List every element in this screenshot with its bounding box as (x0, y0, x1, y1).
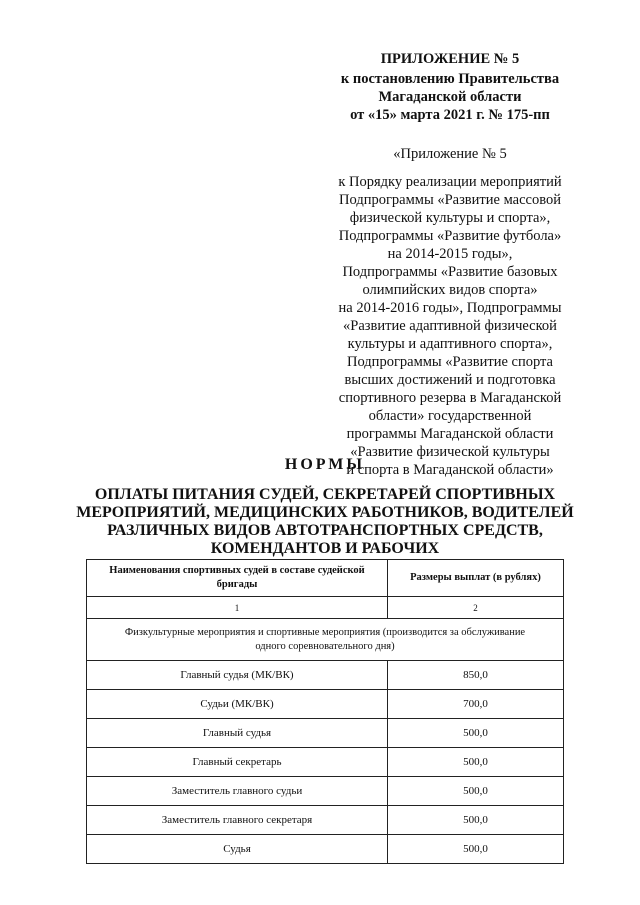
payment-amount: 700,0 (388, 690, 564, 719)
reference-line: на 2014-2016 годы», Подпрограммы (338, 300, 562, 316)
table-header-row (87, 560, 564, 597)
table-row (87, 777, 564, 806)
reference-line: высших достижений и подготовка (344, 372, 556, 388)
table-row (87, 806, 564, 835)
reference-line: и спорта в Магаданской области» (346, 462, 554, 478)
reference-line: области» государственной (368, 408, 532, 424)
judge-role: Судья (87, 835, 388, 864)
reference-line: Подпрограммы «Развитие массовой (339, 192, 561, 208)
reference-line: «Развитие физической культуры (350, 444, 550, 460)
section-heading-line-2: одного соревновательного дня) (255, 640, 395, 652)
document-title (40, 456, 610, 558)
appendix-line-2: к постановлению Правительства (340, 71, 560, 87)
column-number-1: 1 (87, 597, 388, 619)
appendix-line-3: Магаданской области (378, 89, 522, 105)
payment-amount: 850,0 (388, 661, 564, 690)
header-payment-amounts: Размеры выплат (в рублях) (388, 560, 564, 597)
judge-role: Заместитель главного судьи (87, 777, 388, 806)
reference-line: физической культуры и спорта», (349, 210, 551, 226)
table-row (87, 690, 564, 719)
table-row (87, 748, 564, 777)
table-row (87, 661, 564, 690)
reference-line: Подпрограммы «Развитие футбола» (338, 228, 562, 244)
reference-line: культуры и адаптивного спорта», (347, 336, 553, 352)
section-heading-line-1: Физкультурные мероприятия и спортивные мероприятия (производится за обслуживание (124, 626, 526, 638)
reference-line (300, 163, 600, 173)
norms-table (86, 559, 564, 864)
reference-line: Подпрограммы «Развитие спорта (347, 354, 553, 370)
title-line-4: РАЗЛИЧНЫХ ВИДОВ АВТОТРАНСПОРТНЫХ СРЕДСТВ, (107, 522, 543, 539)
title-line-2: ОПЛАТЫ ПИТАНИЯ СУДЕЙ, СЕКРЕТАРЕЙ СПОРТИВНЫХ (94, 486, 556, 503)
reference-line: Подпрограммы «Развитие базовых (342, 264, 558, 280)
reference-line: спортивного резерва в Магаданской (338, 390, 562, 406)
table-row (87, 835, 564, 864)
judge-role: Главный судья (МК/ВК) (87, 661, 388, 690)
judge-role: Главный секретарь (87, 748, 388, 777)
reference-line: «Приложение № 5 (393, 146, 507, 162)
payment-amount: 500,0 (388, 777, 564, 806)
section-row (87, 619, 564, 661)
payment-amount: 500,0 (388, 835, 564, 864)
judge-role: Судьи (МК/ВК) (87, 690, 388, 719)
title-line-3: МЕРОПРИЯТИЙ, МЕДИЦИНСКИХ РАБОТНИКОВ, ВОДИТЕЛЕЙ (76, 504, 574, 521)
reference-line: «Развитие адаптивной физической (343, 318, 557, 334)
payment-amount: 500,0 (388, 719, 564, 748)
judge-role: Главный судья (87, 719, 388, 748)
header-judge-names: Наименования спортивных судей в составе судейской бригады (87, 560, 388, 597)
reference-line: на 2014-2015 годы», (387, 246, 513, 262)
judge-role: Заместитель главного секретаря (87, 806, 388, 835)
column-number-2: 2 (388, 597, 564, 619)
reference-block (300, 145, 600, 479)
payment-amount: 500,0 (388, 806, 564, 835)
appendix-date-number: от «15» марта 2021 г. № 175-пп (350, 107, 550, 123)
payment-amount: 500,0 (388, 748, 564, 777)
appendix-header (300, 50, 600, 124)
reference-line: программы Магаданской области (346, 426, 554, 442)
reference-line: олимпийских видов спорта» (362, 282, 538, 298)
title-line-5: КОМЕНДАНТОВ И РАБОЧИХ (210, 540, 440, 557)
appendix-title: ПРИЛОЖЕНИЕ № 5 (380, 51, 520, 67)
table-row (87, 719, 564, 748)
section-heading (87, 619, 564, 661)
reference-line: к Порядку реализации мероприятий (338, 174, 562, 190)
title-norms: НОРМЫ (284, 456, 366, 473)
column-number-row (87, 597, 564, 619)
table-body (87, 661, 564, 864)
